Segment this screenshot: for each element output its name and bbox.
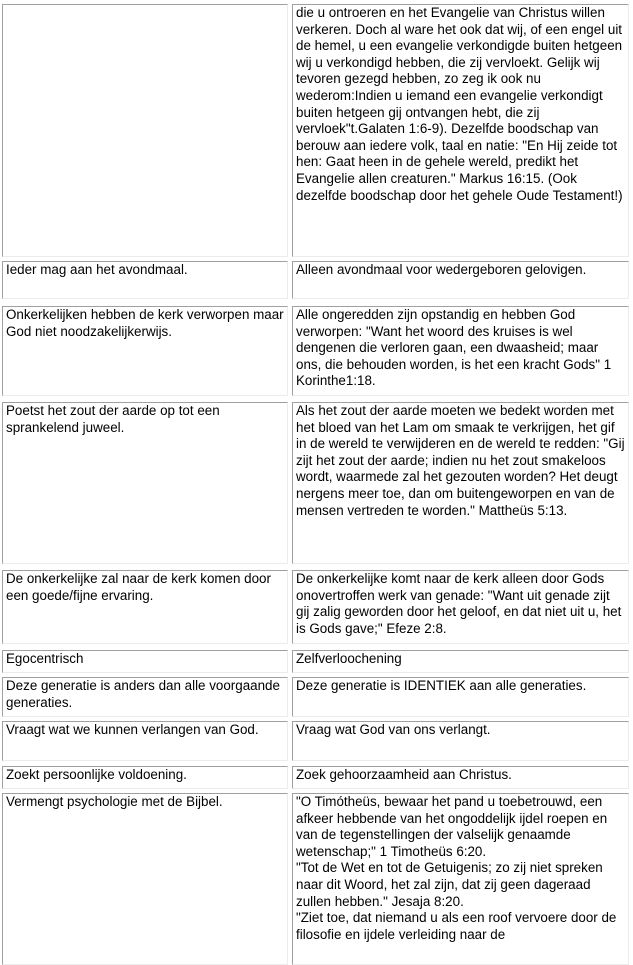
- table-cell-left: [2, 677, 288, 717]
- table-cell-right: [292, 402, 629, 564]
- table-cell-right: [292, 766, 629, 789]
- table-cell-left: [2, 261, 288, 299]
- cell-text: Zelfverloochening: [296, 651, 402, 666]
- cell-text: Deze generatie is anders dan alle voorgaande generaties.: [6, 678, 280, 710]
- table-cell-right: [292, 677, 629, 717]
- cell-text: Poetst het zout der aarde op tot een sprankelend juweel.: [6, 403, 220, 435]
- table-cell-right: [292, 721, 629, 761]
- cell-text: Vraagt wat we kunnen verlangen van God.: [6, 722, 259, 737]
- table-cell-left: [2, 766, 288, 789]
- table-cell-right: [292, 306, 629, 396]
- table-cell-left: [2, 721, 288, 761]
- cell-text: Egocentrisch: [6, 651, 84, 666]
- table-cell-right: [292, 570, 629, 644]
- cell-text: Onkerkelijken hebben de kerk verworpen maar God niet noodzakelijkerwijs.: [6, 307, 284, 339]
- cell-text: Vermengt psychologie met de Bijbel.: [6, 794, 223, 809]
- table-cell-left: [2, 650, 288, 673]
- table-cell-left: [2, 306, 288, 396]
- cell-text: Alleen avondmaal voor wedergeboren gelovigen.: [296, 262, 587, 277]
- table-cell-right: [292, 793, 629, 965]
- cell-text: Als het zout der aarde moeten we bedekt worden met het bloed van het Lam om smaak te verkrijgen, het gif in de wereld te verwijderen en de wereld te redden: "Gij zijt het zout der aarde; indien nu het zout smakeloos wordt, waarmede zal het gezouten worden? Het deugt nergens meer toe, dan om buitengeworpen en van de mensen vertreden te worden." Mattheüs 5:13.: [296, 403, 625, 518]
- cell-text: Vraag wat God van ons verlangt.: [296, 722, 491, 737]
- cell-text: De onkerkelijke komt naar de kerk alleen door Gods onovertroffen werk van genade: "Want uit genade zijt gij zalig geworden door het geloof, en dat niet uit u, het is Gods gave;" Efeze 2:8.: [296, 571, 622, 636]
- table-cell-left: [2, 570, 288, 644]
- table-cell-right: [292, 650, 629, 673]
- cell-text: Alle ongeredden zijn opstandig en hebben God verworpen: "Want het woord des kruises is wel dengenen die verloren gaan, een dwaasheid; maar ons, die behouden worden, is het een kracht Gods" 1 Korinthe1:18.: [296, 307, 612, 389]
- cell-text: Deze generatie is IDENTIEK aan alle generaties.: [296, 678, 587, 693]
- cell-text: De onkerkelijke zal naar de kerk komen door een goede/fijne ervaring.: [6, 571, 271, 603]
- table-cell-right: [292, 261, 629, 299]
- table-cell-right: [292, 4, 629, 257]
- cell-text: Zoekt persoonlijke voldoening.: [6, 767, 187, 782]
- table-cell-left: [2, 4, 288, 257]
- cell-text: die u ontroeren en het Evangelie van Christus willen verkeren. Doch al ware het ook dat wij, of een engel uit de hemel, u een evangelie verkondigde buiten hetgeen wij u verkondigd hebben, die zij vervloekt. Gelijk wij tevoren gezegd hebben, zo zeg ik ook nu wederom:Indien u iemand een evangelie verkondigt buiten hetgeen gij ontvangen hebt, die zij vervloek"t.Galaten 1:6-9). Dezelfde boodschap van berouw aan iedere volk, taal en natie: "En Hij zeide tot hen: Gaat heen in de gehele wereld, predikt het Evangelie allen creaturen." Markus 16:15. (Ook dezelfde boodschap door het gehele Oude Testament!): [296, 5, 623, 203]
- table-cell-left: [2, 793, 288, 965]
- cell-text: "O Timótheüs, bewaar het pand u toebetrouwd, een afkeer hebbende van het ongoddelijk ijdel roepen en van de tegenstellingen der valselijk genaamde wetenschap;" 1 Timotheüs 6:20. "Tot de Wet en tot de Getuigenis; zo zij niet spreken naar dit Woord, het zal zijn, dat zij geen dageraad zullen hebben." Jesaja 8:20. "Ziet toe, dat niemand u als een roof vervoere door de filosofie en ijdele verleiding naar de: [296, 794, 617, 942]
- table-cell-left: [2, 402, 288, 564]
- cell-text: Zoek gehoorzaamheid aan Christus.: [296, 767, 512, 782]
- cell-text: Ieder mag aan het avondmaal.: [6, 262, 188, 277]
